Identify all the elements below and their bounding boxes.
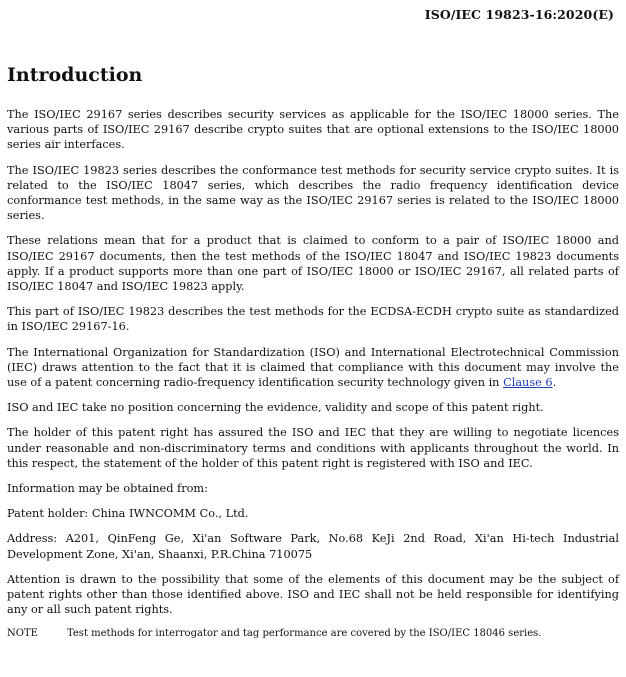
paragraph-no-position: ISO and IEC take no position concerning the evidence, validity and scope of this patent right. bbox=[7, 401, 544, 415]
paragraph-19823-series: The ISO/IEC 19823 series describes the conformance test methods for security service crypto suites. It is related to the ISO/IEC 18047 series, which describes the radio frequency identification device conformance test methods, in the same way as the ISO/IEC 29167 series is related to the ISO/IEC 18000 series. bbox=[7, 163, 619, 223]
paragraph-patent-holder-assurance: The holder of this patent right has assured the ISO and IEC that they are willing to negotiate licences under reasonable and non-discriminatory terms and conditions with applicants throughout the world. In this respect, the statement of the holder of this patent right is registered with ISO and IEC. bbox=[7, 426, 619, 470]
note-text: Test methods for interrogator and tag performance are covered by the ISO/IEC 18046 series. bbox=[67, 628, 542, 640]
document-identifier: ISO/IEC 19823-16:2020(E) bbox=[424, 7, 614, 22]
clause-6-link[interactable]: Clause 6 bbox=[503, 376, 553, 390]
paragraph-this-part: This part of ISO/IEC 19823 describes the test methods for the ECDSA-ECDH crypto suite as standardized in ISO/IEC 29167-16. bbox=[7, 305, 619, 334]
paragraph-address: Address: A201, QinFeng Ge, Xi'an Software Park, No.68 KeJi 2nd Road, Xi'an Hi-tech Industrial Development Zone, Xi'an, Shaanxi, P.R.China 710075 bbox=[7, 532, 619, 561]
paragraph-patent-holder: Patent holder: China IWNCOMM Co., Ltd. bbox=[7, 507, 249, 521]
patent-text-before: The International Organization for Standardization (ISO) and International Electrotechnical Commission (IEC) draws attention to the fact that it is claimed that compliance with this document may involve the use of a patent concerning radio-frequency identification security technology given in bbox=[7, 345, 619, 390]
note-label: NOTE bbox=[7, 628, 38, 640]
paragraph-29167-series: The ISO/IEC 29167 series describes security services as applicable for the ISO/IEC 18000 series. The various parts of ISO/IEC 29167 describe crypto suites that are optional extensions to the ISO/IEC 18000 series air interfaces. bbox=[7, 108, 619, 152]
paragraph-patent-claim bbox=[7, 345, 619, 391]
paragraph-attention: Attention is drawn to the possibility that some of the elements of this document may be the subject of patent rights other than those identified above. ISO and IEC shall not be held responsible for identifying any or all such patent rights. bbox=[7, 572, 619, 617]
section-title: Introduction bbox=[7, 64, 143, 86]
paragraph-relations: These relations mean that for a product that is claimed to conform to a pair of ISO/IEC 18000 and ISO/IEC 29167 documents, then the test methods of the ISO/IEC 18047 and ISO/IEC 19823 documents apply. If a product supports more than one part of ISO/IEC 18000 or ISO/IEC 29167, all related parts of ISO/IEC 18047 and ISO/IEC 19823 apply. bbox=[7, 234, 619, 294]
patent-text-after: . bbox=[552, 376, 557, 390]
paragraph-information: Information may be obtained from: bbox=[7, 482, 208, 496]
note bbox=[7, 627, 619, 641]
introduction-body bbox=[7, 107, 619, 641]
